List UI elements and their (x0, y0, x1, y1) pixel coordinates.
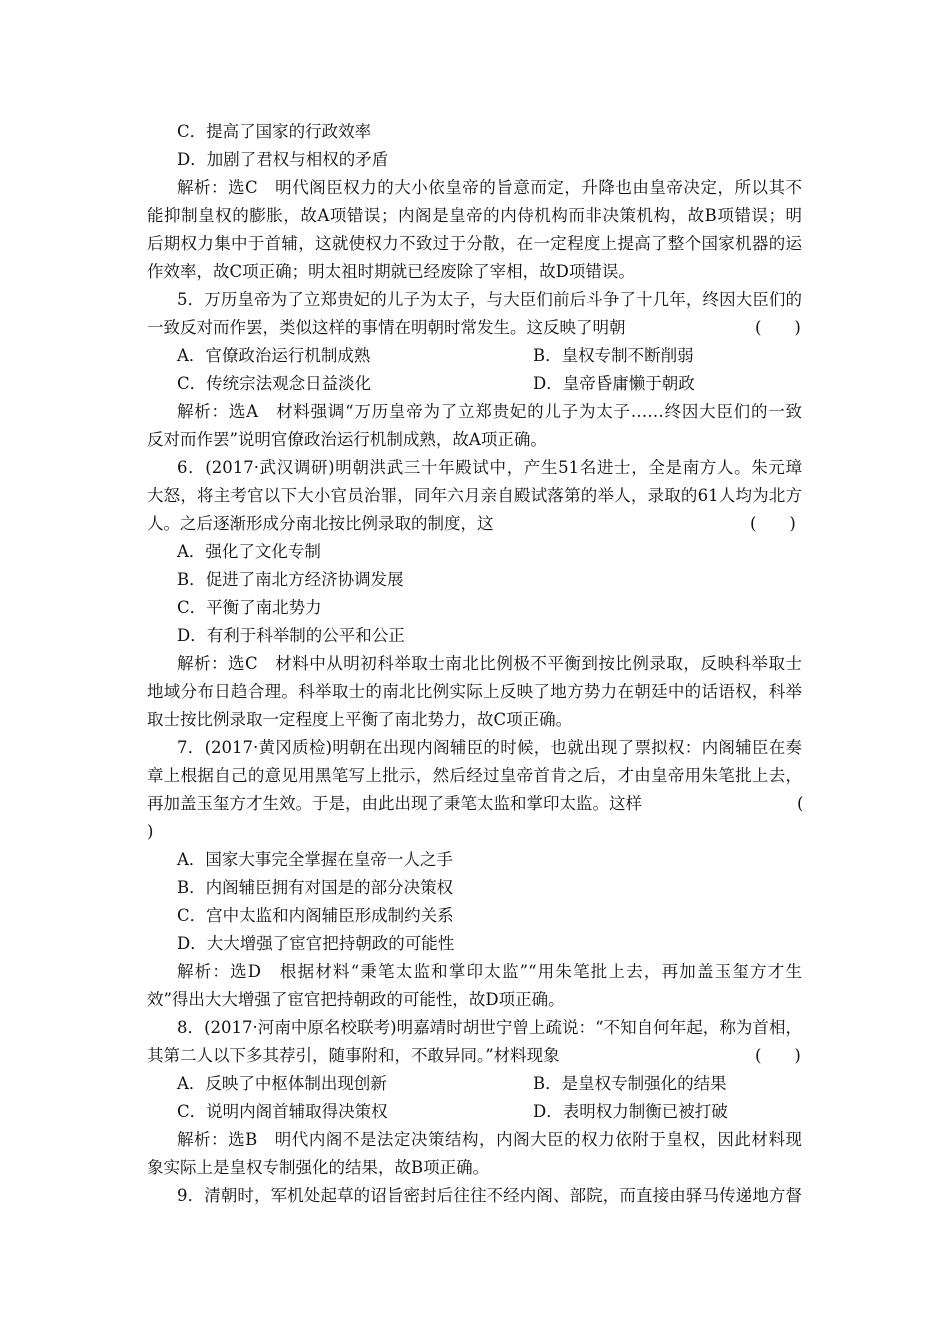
q5-analysis-line: 解析：选A 材料强调“万历皇帝为了立郑贵妃的儿子为太子……终因大臣们的一致 (177, 402, 802, 421)
q4-analysis-line: 作效率，故C项正确；明太祖时期就已经废除了宰相，故D项错误。 (147, 262, 635, 281)
q7-stem-line: 7．(2017·黄冈质检)明朝在出现内阁辅臣的时候，也就出现了票拟权：内阁辅臣在奏 (177, 738, 802, 757)
q7-option-c: C．宫中太监和内阁辅臣形成制约关系 (177, 906, 454, 925)
q4-option-c: C．提高了国家的行政效率 (177, 122, 372, 141)
q7-analysis-line: 效”得出大大增强了宦官把持朝政的可能性，故D项正确。 (147, 990, 565, 1009)
q7-option-b: B．内阁辅臣拥有对国是的部分决策权 (177, 878, 454, 897)
q5-stem-line: 5．万历皇帝为了立郑贵妃的儿子为太子，与大臣们前后斗争了十几年，终因大臣们的 (177, 290, 802, 309)
q4-analysis-line: 解析：选C 明代阁臣权力的大小依皇帝的旨意而定，升降也由皇帝决定，所以其不 (177, 178, 802, 197)
q8-option-b: B．是皇权专制强化的结果 (533, 1074, 727, 1093)
q7-stem-line: 再加盖玉玺方才生效。于是，由此出现了秉笔太监和掌印太监。这样 (147, 794, 642, 813)
q7-stem-line: 章上根据自己的意见用黑笔写上批示，然后经过皇帝首肯之后，才由皇帝用朱笔批上去， (147, 766, 802, 785)
q4-option-d: D．加剧了君权与相权的矛盾 (177, 150, 389, 169)
q5-stem-line: 一致反对而作罢，类似这样的事情在明朝时常发生。这反映了明朝 (147, 318, 626, 337)
q6-option-d: D．有利于科举制的公平和公正 (177, 626, 405, 645)
q4-analysis-line: 能抑制皇权的膨胀，故A项错误；内阁是皇帝的内侍机构而非决策机构，故B项错误；明 (147, 206, 802, 225)
q8-stem-line: 8．(2017·河南中原名校联考)明嘉靖时胡世宁曾上疏说：“不知自何年起，称为首相， (177, 1018, 802, 1037)
q9-stem-line: 9．清朝时，军机处起草的诏旨密封后往往不经内阁、部院，而直接由驿马传递地方督 (177, 1186, 802, 1205)
q8-answer-bracket: ( ) (755, 1046, 801, 1065)
q8-analysis-line: 解析：选B 明代内阁不是法定决策结构，内阁大臣的权力依附于皇权，因此材料现 (177, 1130, 802, 1149)
q6-option-b: B．促进了南北方经济协调发展 (177, 570, 404, 589)
q8-option-c: C．说明内阁首辅取得决策权 (177, 1102, 388, 1121)
q6-analysis-line: 地域分布日趋合理。科举取士的南北比例实际上反映了地方势力在朝廷中的话语权，科举 (147, 682, 802, 701)
q8-stem-line: 其第二人以下多其荐引，随事附和，不敢异同。”材料现象 (147, 1046, 560, 1065)
q5-option-c: C．传统宗法观念日益淡化 (177, 374, 372, 393)
q7-analysis-line: 解析：选D 根据材料“秉笔太监和掌印太监”“用朱笔批上去，再加盖玉玺方才生 (177, 962, 802, 981)
q7-option-a: A．国家大事完全掌握在皇帝一人之手 (177, 850, 453, 869)
q8-option-d: D．表明权力制衡已被打破 (533, 1102, 728, 1121)
q6-analysis-line: 取士按比例录取一定程度上平衡了南北势力，故C项正确。 (147, 710, 573, 729)
q6-analysis-line: 解析：选C 材料中从明初科举取士南北比例极不平衡到按比例录取，反映科举取士 (177, 654, 802, 673)
q5-option-a: A．官僚政治运行机制成熟 (177, 346, 371, 365)
q6-option-a: A．强化了文化专制 (177, 542, 321, 561)
q5-option-b: B．皇权专制不断削弱 (533, 346, 694, 365)
q7-answer-bracket-open: ( (797, 794, 804, 813)
q8-option-a: A．反映了中枢体制出现创新 (177, 1074, 387, 1093)
q6-stem-line: 6．(2017·武汉调研)明朝洪武三十年殿试中，产生51名进士，全是南方人。朱元璋 (177, 458, 802, 477)
q5-option-d: D．皇帝昏庸懒于朝政 (533, 374, 695, 393)
q7-answer-bracket-close: ) (147, 822, 154, 841)
q8-analysis-line: 象实际上是皇权专制强化的结果，故B项正确。 (147, 1158, 490, 1177)
q6-option-c: C．平衡了南北势力 (177, 598, 322, 617)
q5-analysis-line: 反对而作罢”说明官僚政治运行机制成熟，故A项正确。 (147, 430, 547, 449)
q6-answer-bracket: ( ) (750, 514, 796, 533)
q6-stem-line: 大怒，将主考官以下大小官员治罪，同年六月亲自殿试落第的举人，录取的61人均为北方 (147, 486, 802, 505)
q7-option-d: D．大大增强了宦官把持朝政的可能性 (177, 934, 455, 953)
q5-answer-bracket: ( ) (755, 318, 801, 337)
q6-stem-line: 人。之后逐渐形成分南北按比例录取的制度，这 (147, 514, 494, 533)
q4-analysis-line: 后期权力集中于首辅，这就使权力不致过于分散，在一定程度上提高了整个国家机器的运 (147, 234, 802, 253)
